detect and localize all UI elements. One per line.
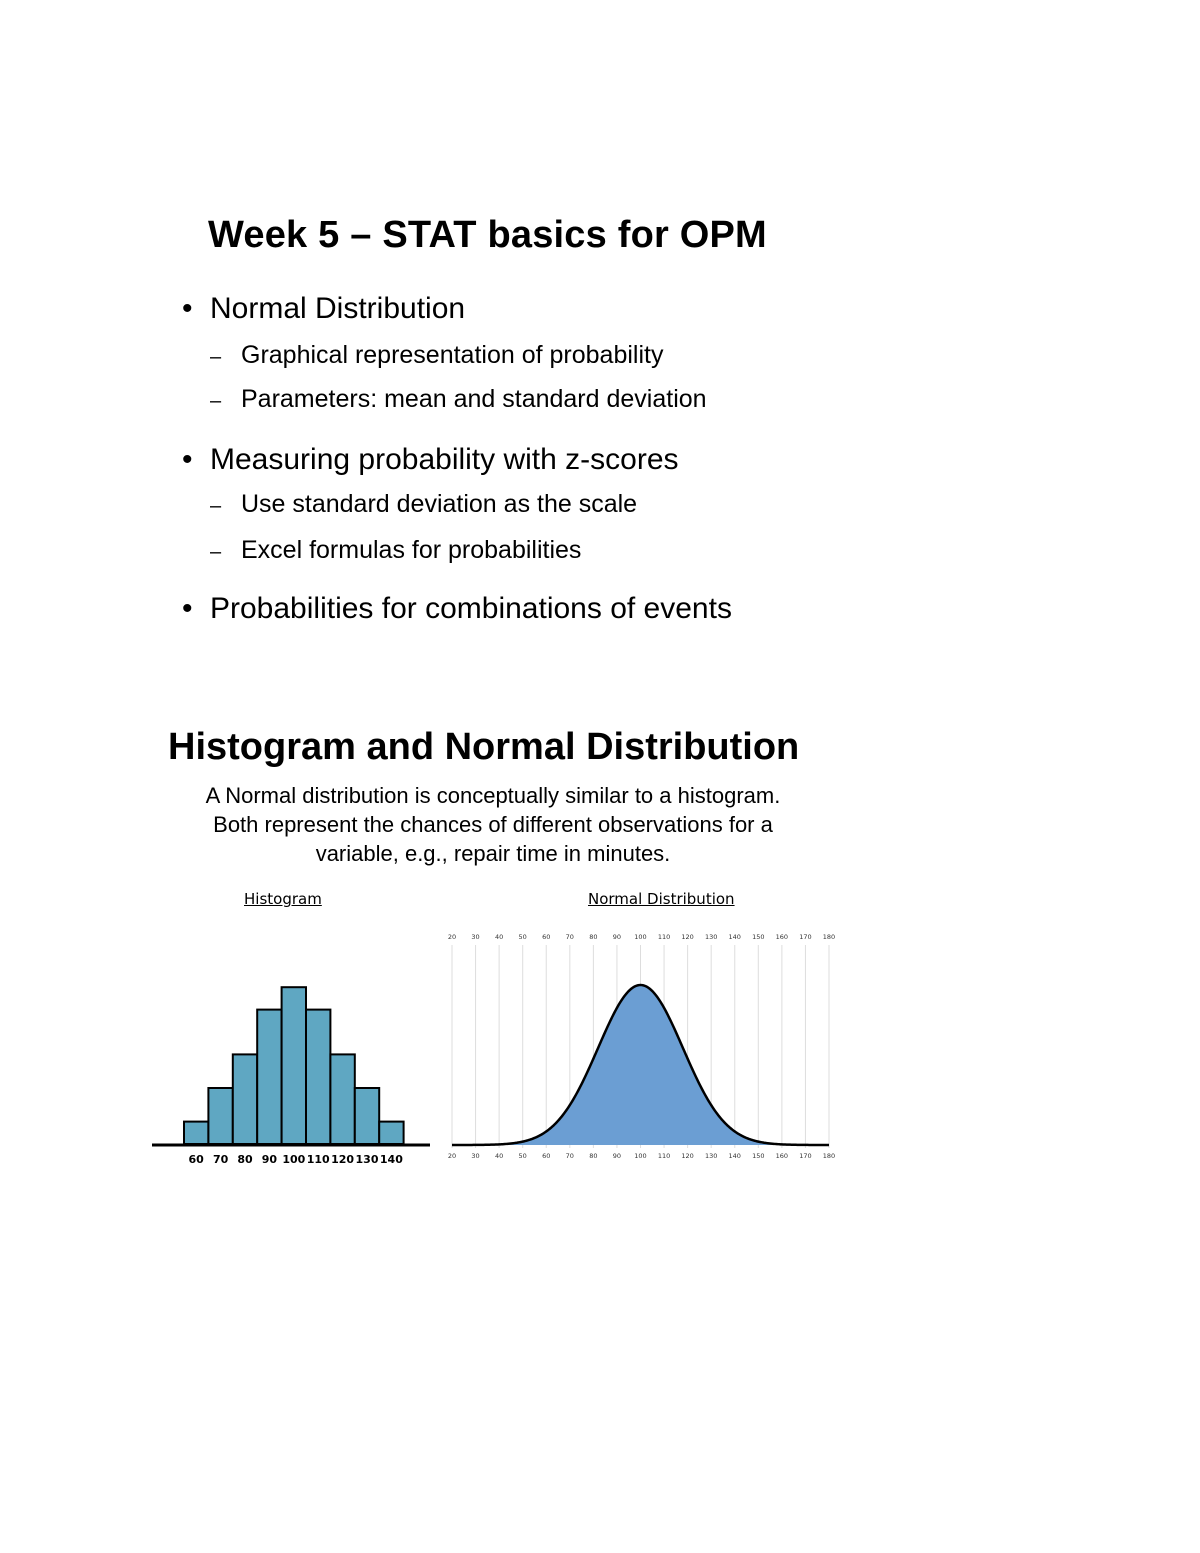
normal-bottom-tick-label: 170 [799,1152,812,1160]
normal-top-tick-label: 80 [589,933,598,941]
normal-top-tick-label: 30 [471,933,480,941]
normal-top-tick-label: 100 [634,933,647,941]
normal-top-tick-label: 140 [728,933,741,941]
histogram-bar [330,1054,354,1144]
normal-top-tick-label: 110 [657,933,671,941]
histogram-bar [184,1122,208,1144]
normal-top-tick-label: 50 [518,933,527,941]
normal-bottom-tick-label: 70 [565,1152,574,1160]
normal-bottom-tick-label: 100 [634,1152,647,1160]
normal-bottom-tick-label: 110 [657,1152,671,1160]
normal-bottom-tick-label: 80 [589,1152,598,1160]
histogram-bar [282,987,306,1144]
bullet-text: Measuring probability with z-scores [210,443,679,476]
normal-top-tick-label: 120 [681,933,694,941]
normal-top-tick-label: 180 [822,933,836,941]
dash-glyph: – [210,390,222,412]
normal-bottom-tick-label: 60 [542,1152,551,1160]
normal-bottom-tick-label: 130 [704,1152,718,1160]
normal-bottom-tick-label: 140 [728,1152,741,1160]
normal-top-tick-label: 170 [799,933,812,941]
histogram-title: Histogram [244,890,322,908]
normal-bottom-tick-label: 20 [447,1152,457,1160]
histogram-tick-label: 130 [355,1153,379,1166]
normal-top-tick-label: 70 [565,933,574,941]
histogram-bar [379,1122,403,1144]
bullet-text: Probabilities for combinations of events [210,592,732,625]
histogram-tick-label: 60 [188,1153,204,1166]
histogram-tick-label: 80 [237,1153,253,1166]
histogram-tick-label: 70 [212,1153,229,1166]
bullet-glyph: • [182,292,193,325]
normal-distribution-title: Normal Distribution [588,890,735,908]
slide-title: Histogram and Normal Distribution [168,726,800,768]
normal-bottom-tick-label: 30 [471,1152,480,1160]
normal-area [452,985,829,1145]
bullet-glyph: • [182,592,193,625]
histogram-tick-label: 100 [282,1153,306,1166]
normal-bottom-tick-label: 160 [775,1152,789,1160]
description-line: A Normal distribution is conceptually similar to a histogram. [205,783,781,808]
description-line: Both represent the chances of different observations for a [213,812,773,837]
sub-bullet-text: Parameters: mean and standard deviation [241,385,707,413]
normal-bottom-tick-label: 40 [494,1152,504,1160]
dash-glyph: – [210,541,222,563]
normal-bottom-tick-label: 120 [681,1152,694,1160]
histogram-tick-label: 110 [306,1153,330,1166]
normal-top-tick-label: 60 [542,933,551,941]
normal-top-tick-label: 20 [447,933,457,941]
description-line: variable, e.g., repair time in minutes. [315,841,671,866]
bullet-glyph: • [182,443,193,476]
histogram-bar [257,1010,281,1144]
normal-bottom-tick-label: 50 [518,1152,527,1160]
normal-top-tick-label: 160 [775,933,789,941]
sub-bullet-text: Use standard deviation as the scale [241,490,638,518]
sub-bullet-text: Excel formulas for probabilities [241,536,582,564]
histogram-tick-label: 90 [261,1153,278,1166]
normal-bottom-tick-label: 90 [612,1152,622,1160]
histogram-tick-label: 140 [379,1153,403,1166]
normal-bottom-tick-label: 150 [752,1152,765,1160]
histogram-bar [306,1010,330,1144]
histogram-tick-label: 120 [331,1153,355,1166]
sub-bullet-text: Graphical representation of probability [241,341,664,369]
histogram-bar [208,1088,232,1144]
normal-top-tick-label: 130 [704,933,718,941]
histogram-bar [233,1054,257,1144]
normal-top-tick-label: 40 [494,933,504,941]
dash-glyph: – [210,495,222,517]
normal-top-tick-label: 90 [612,933,622,941]
normal-top-tick-label: 150 [752,933,765,941]
slide-title: Week 5 – STAT basics for OPM [208,214,767,256]
bullet-text: Normal Distribution [210,292,466,325]
normal-bottom-tick-label: 180 [822,1152,836,1160]
dash-glyph: – [210,346,222,368]
histogram-bar [355,1088,379,1144]
